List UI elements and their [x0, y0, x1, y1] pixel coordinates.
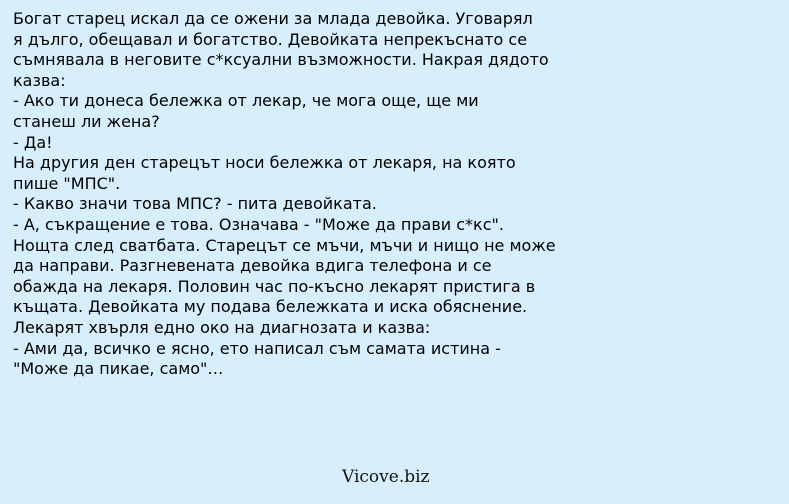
joke-line: Лекарят хвърля едно око на диагнозата и казва:: [13, 317, 431, 337]
joke-line: съмнявала в неговите с*ксуални възможности. Накрая дядото: [13, 50, 549, 70]
joke-line: "Може да пикае, само"…: [13, 359, 224, 379]
joke-line: - Да!: [13, 132, 53, 152]
joke-line: - А, съкращение е това. Означава - "Може да прави с*кс".: [13, 214, 504, 234]
joke-line: обажда на лекаря. Половин час по-късно лекарят пристига в: [13, 276, 536, 296]
joke-text: [13, 9, 573, 380]
joke-line: Нощта след сватбата. Старецът се мъчи, мъчи и нищо не може: [13, 235, 556, 255]
joke-line: Богат старец искал да се ожени за млада девойка. Уговарял: [13, 9, 533, 28]
joke-line: - Ами да, всичко е ясно, ето написал съм самата истина -: [13, 338, 501, 358]
joke-line: да направи. Разгневената девойка вдига телефона и се: [13, 256, 492, 276]
joke-line: На другия ден старецът носи бележка от лекаря, на която: [13, 153, 516, 173]
joke-line: къщата. Девойката му подава бележката и иска обяснение.: [13, 297, 528, 317]
joke-line: - Какво значи това МПС? - пита девойката.: [13, 194, 377, 214]
joke-line: я дълго, обещавал и богатство. Девойката непрекъснато се: [13, 29, 528, 49]
joke-line: станеш ли жена?: [13, 111, 160, 131]
joke-line: - Ако ти донеса бележка от лекар, че мога още, ще ми: [13, 91, 479, 111]
site-watermark: Vicove.biz: [342, 467, 430, 487]
joke-line: казва:: [13, 70, 66, 90]
joke-line: пише "МПС".: [13, 173, 121, 193]
